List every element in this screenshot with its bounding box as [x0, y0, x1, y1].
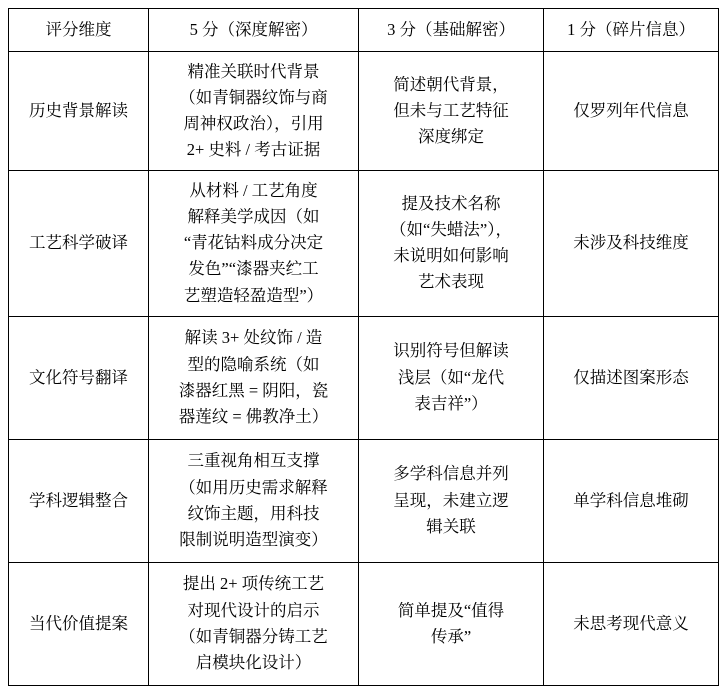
cell-level-3 — [359, 52, 544, 171]
cell-level-1 — [544, 562, 719, 685]
column-header-level-1: 1 分（碎片信息） — [544, 9, 719, 52]
cell-level-3 — [359, 439, 544, 562]
cell-text: 识别符号但解读 浅层（如“龙代 表吉祥”） — [393, 341, 509, 413]
cell-text: 当代价值提案 — [29, 613, 128, 633]
column-header-level-3: 3 分（基础解密） — [359, 9, 544, 52]
row-dimension-label — [9, 562, 149, 685]
cell-text: 仅罗列年代信息 — [573, 101, 689, 121]
table-row — [9, 52, 719, 171]
cell-level-5 — [149, 52, 359, 171]
cell-text: 未涉及科技维度 — [573, 233, 689, 253]
cell-text: 工艺科学破译 — [29, 233, 128, 253]
table-row — [9, 171, 719, 316]
cell-text: 提及技术名称 （如“失蜡法”）， 未说明如何影响 艺术表现 — [390, 194, 512, 292]
row-dimension-label — [9, 316, 149, 439]
cell-text: 解读 3+ 处纹饰 / 造 型的隐喻系统（如 漆器红黑 = 阴阳，瓷 器莲纹 = 佛教净土） — [178, 328, 329, 426]
row-dimension-label — [9, 171, 149, 316]
cell-level-5 — [149, 439, 359, 562]
cell-text: 未思考现代意义 — [573, 613, 689, 633]
cell-text: 仅描述图案形态 — [573, 367, 689, 387]
cell-level-3 — [359, 562, 544, 685]
cell-level-5 — [149, 171, 359, 316]
cell-text: 文化符号翻译 — [29, 367, 128, 387]
cell-text: 三重视角相互支撑 （如用历史需求解释 纹饰主题，用科技 限制说明造型演变） — [179, 451, 328, 549]
table-header-row — [9, 9, 719, 52]
cell-level-3 — [359, 171, 544, 316]
table-row — [9, 562, 719, 685]
cell-level-1 — [544, 171, 719, 316]
cell-level-1 — [544, 316, 719, 439]
table-row — [9, 439, 719, 562]
cell-level-1 — [544, 439, 719, 562]
row-dimension-label — [9, 52, 149, 171]
column-header-level-5: 5 分（深度解密） — [149, 9, 359, 52]
cell-text: 从材料 / 工艺角度 解释美学成因（如 “青花钴料成分决定 发色”“漆器夹纻工 艺塑造轻盈造型”） — [183, 181, 324, 305]
cell-text: 提出 2+ 项传统工艺 对现代设计的启示 （如青铜器分铸工艺 启模块化设计） — [179, 574, 328, 672]
column-header-dimension: 评分维度 — [9, 9, 149, 52]
cell-text: 简单提及“值得 传承” — [397, 600, 505, 646]
cell-text: 精准关联时代背景 （如青铜器纹饰与商 周神权政治），引用 2+ 史料 / 考古证据 — [179, 62, 328, 160]
scoring-rubric-table — [8, 8, 719, 686]
cell-text: 历史背景解读 — [29, 101, 128, 121]
row-dimension-label — [9, 439, 149, 562]
cell-text: 多学科信息并列 呈现，未建立逻 辑关联 — [393, 464, 509, 536]
cell-text: 学科逻辑整合 — [29, 490, 128, 510]
table-row — [9, 316, 719, 439]
cell-level-3 — [359, 316, 544, 439]
cell-level-5 — [149, 316, 359, 439]
cell-text: 简述朝代背景， 但未与工艺特征 深度绑定 — [393, 75, 509, 147]
cell-level-5 — [149, 562, 359, 685]
cell-text: 单学科信息堆砌 — [573, 490, 689, 510]
cell-level-1 — [544, 52, 719, 171]
